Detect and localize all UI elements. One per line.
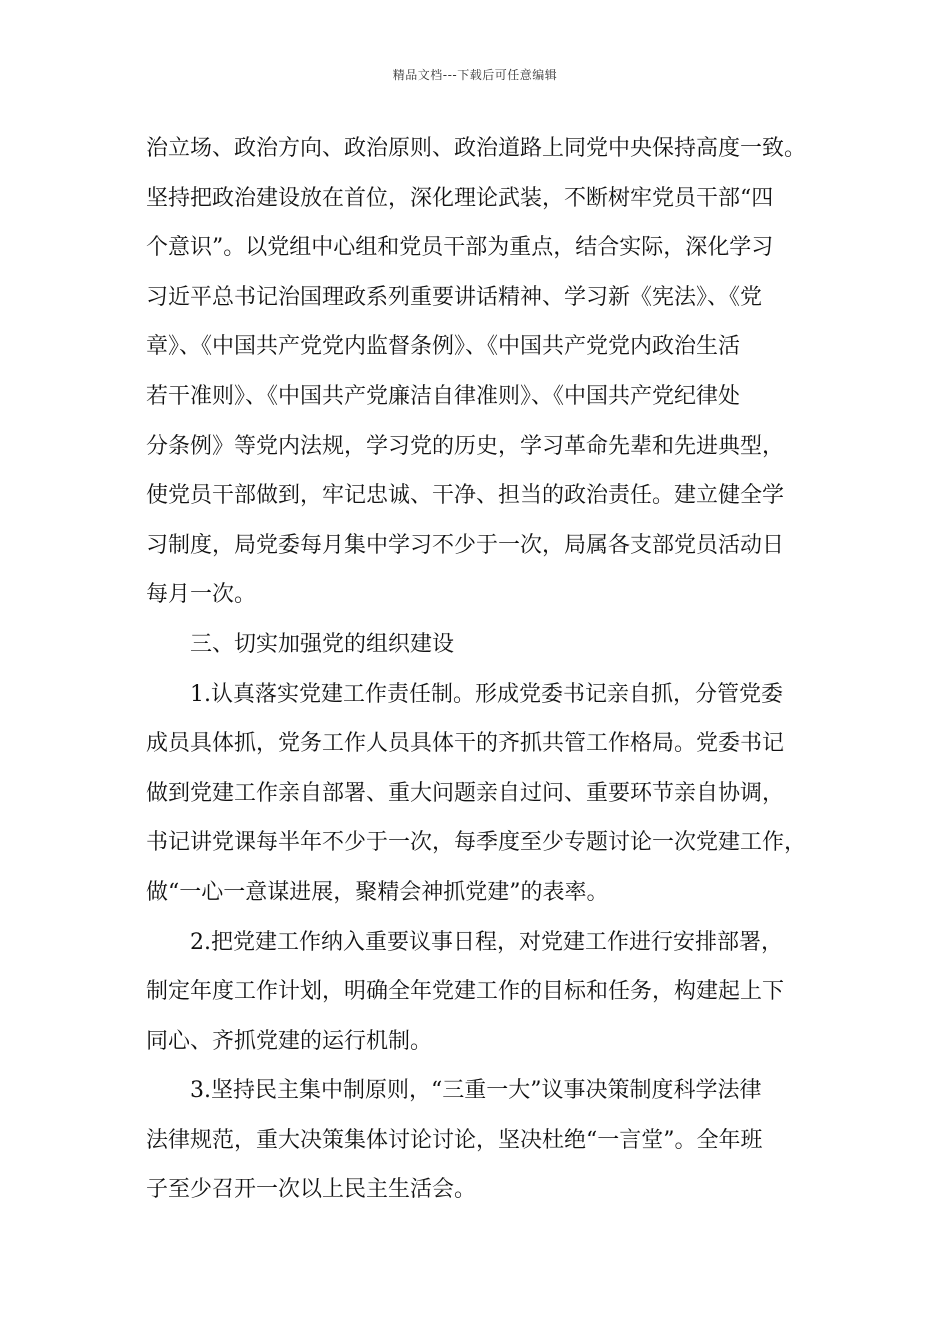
text-line: 同心、齐抓党建的运行机制。 (146, 1028, 433, 1054)
text-line: 章》、《中国共产党党内监督条例》、《中国共产党党内政治生活 (146, 334, 741, 360)
text-line: 2.把党建工作纳入重要议事日程，对党建工作进行安排部署， (190, 929, 783, 955)
text-line: 习制度，局党委每月集中学习不少于一次，局属各支部党员活动日 (146, 532, 785, 558)
text-line: 做到党建工作亲自部署、重大问题亲自过问、重要环节亲自协调， (146, 780, 785, 806)
text-line: 子至少召开一次以上民主生活会。 (146, 1177, 477, 1203)
text-line: 3.坚持民主集中制原则，“三重一大”议事决策制度科学法律 (190, 1078, 762, 1104)
text-line: 成员具体抓，党务工作人员具体干的齐抓共管工作格局。党委书记 (146, 731, 785, 757)
text-line: 个意识”。以党组中心组和党员干部为重点，结合实际，深化学习 (146, 235, 774, 261)
text-line: 坚持把政治建设放在首位，深化理论武装，不断树牢党员干部“四 (146, 185, 774, 211)
text-line: 做“一心一意谋进展，聚精会神抓党建”的表率。 (146, 879, 609, 905)
text-line: 每月一次。 (146, 582, 257, 608)
text-line: 治立场、政治方向、政治原则、政治道路上同党中央保持高度一致。 (146, 136, 807, 161)
text-line: 习近平总书记治国理政系列重要讲话精神、学习新《宪法》、《党 (146, 284, 763, 310)
text-line: 书记讲党课每半年不少于一次，每季度至少专题讨论一次党建工作， (146, 830, 807, 856)
text-line: 若干准则》、《中国共产党廉洁自律准则》、《中国共产党纪律处 (146, 383, 741, 409)
text-line: 使党员干部做到，牢记忠诚、干净、担当的政治责任。建立健全学 (146, 483, 785, 509)
text-line: 法律规范，重大决策集体讨论讨论，坚决杜绝“一言堂”。全年班 (146, 1127, 763, 1153)
text-line: 三、切实加强党的组织建设 (190, 631, 455, 657)
page-header: 精品文档---下载后可任意编辑 (392, 68, 558, 82)
text-line: 分条例》等党内法规，学习党的历史，学习革命先辈和先进典型， (146, 433, 785, 459)
text-line: 1.认真落实党建工作责任制。形成党委书记亲自抓，分管党委 (190, 681, 783, 707)
document-body (146, 130, 830, 1221)
text-line: 制定年度工作计划，明确全年党建工作的目标和任务，构建起上下 (146, 979, 785, 1005)
